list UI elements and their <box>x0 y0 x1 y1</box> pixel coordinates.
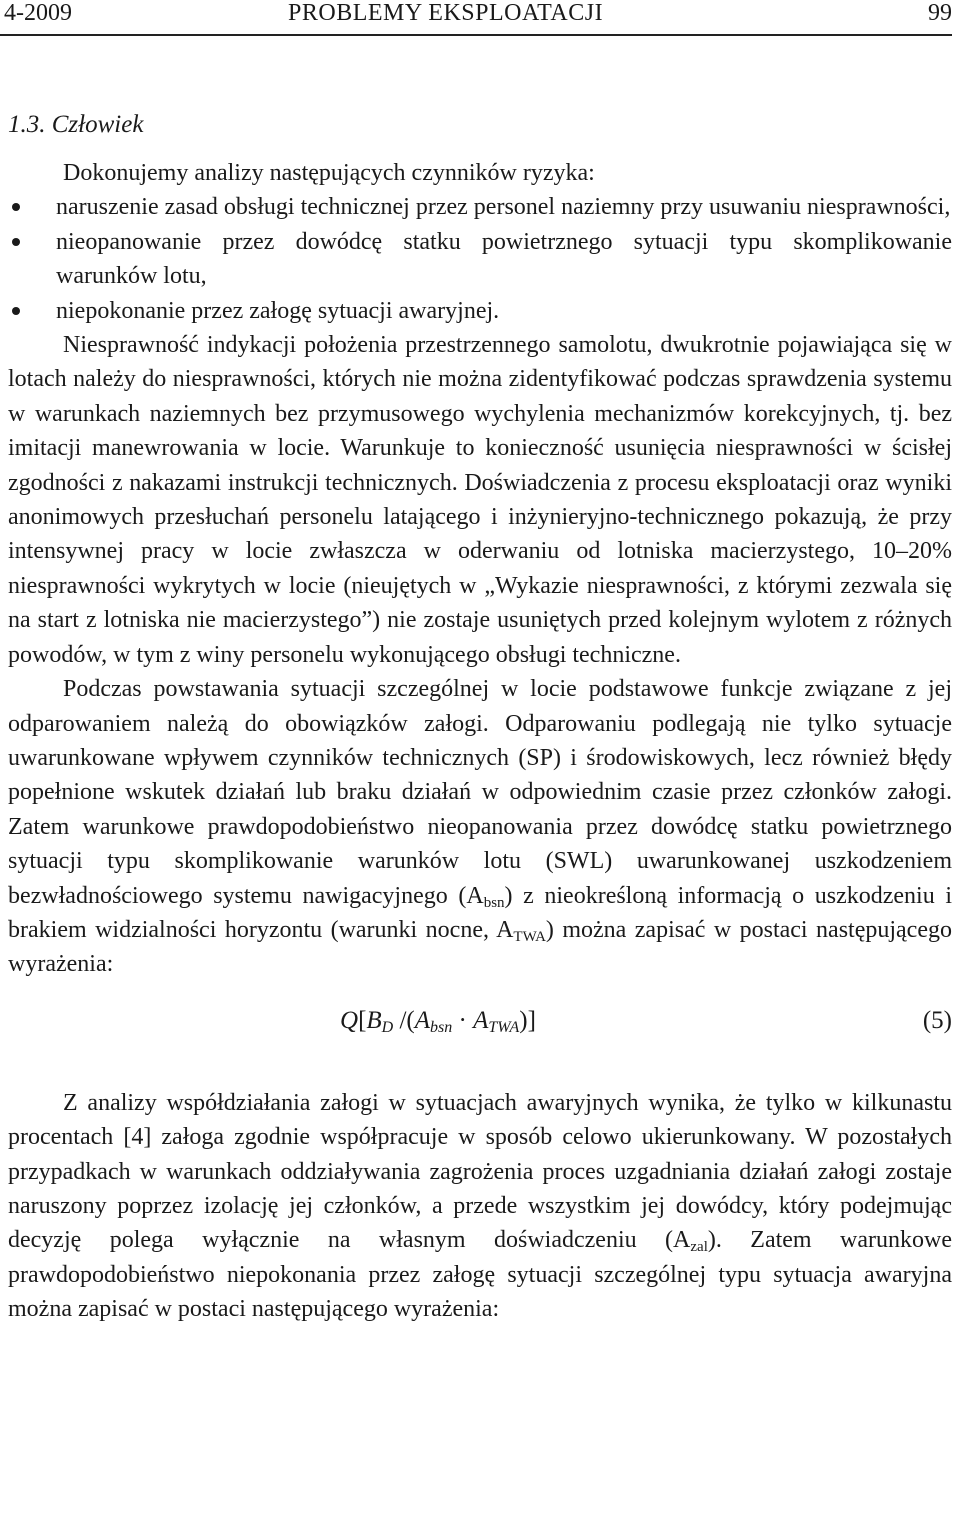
equation-5 <box>8 982 952 1086</box>
bullet-icon <box>12 307 20 315</box>
body-text <box>8 156 952 1327</box>
list-item-text: niepokonanie przez załogę sytuacji awaryjnej. <box>56 297 500 324</box>
bullet-icon <box>12 203 20 211</box>
list-item <box>8 294 952 328</box>
bullet-icon <box>12 238 20 246</box>
list-item <box>8 190 952 224</box>
header-rule <box>0 34 952 36</box>
paragraph-3-end: ). Zatem warunkowe prawdopodobieństwo niepokonania przez załogę sytuacji szczególnej typu sytuacja awaryjna można zapisać w postaci następującego wyrażenia: <box>8 1227 952 1323</box>
paragraph-1: Niesprawność indykacji położenia przestrzennego samolotu, dwukrotnie pojawiająca się w lotach należy do niesprawności, których nie można zidentyfikować podczas sprawdzenia systemu w warunkach naziemnych bez przymusowego wychylenia mechanizmów korekcyjnych, tj. bez imitacji manewrowania w locie. Warunkuje to konieczność usunięcia niesprawności w ścisłej zgodności z nakazami instrukcji technicznych. Doświadczenia z procesu eksploatacji oraz wyniki anonimowych przesłuchań personelu latającego i inżynieryjno-technicznego pokazują, że przy intensywnej pracy w locie zwłaszcza w oderwaniu od lotniska macierzystego, 10–20% niesprawności wykrytych w locie (nieujętych w „Wykazie niesprawności, z którymi zezwala się na start z lotniska nie macierzystego”) nie zostaje usuniętych przed kolejnym wylotem z różnych powodów, w tym z winy personelu wykonującego obsługi techniczne. <box>8 332 952 668</box>
section-heading: 1.3. Człowiek <box>8 111 144 138</box>
issue-number: 4-2009 <box>4 0 72 26</box>
risk-factor-list <box>8 190 952 328</box>
intro-paragraph: Dokonujemy analizy następujących czynników ryzyka: <box>63 160 595 186</box>
paragraph-2-mid: ) z nieokreśloną informacją o uszkodzeniu i brakiem widzialności horyzontu (warunki nocne, A <box>8 882 952 943</box>
journal-title: PROBLEMY EKSPLOATACJI <box>288 0 604 26</box>
subscript-zal: zal <box>690 1239 708 1256</box>
paragraph-2-text: Podczas powstawania sytuacji szczególnej w locie podstawowe funkcje związane z jej odparowaniem należą do obowiązków załogi. Odparowaniu podlegają nie tylko sytuacje uwarunkowane wpływem czynników technicznych (SP) i środowiskowych, lecz również błędy popełnione wskutek działań lub braku działań w odpowiednim czasie przez członków załogi. Zatem warunkowe prawdopodobieństwo nieopanowania przez dowódcę statku powietrznego sytuacji typu skomplikowanie warunków lotu (SWL) uwarunkowanej uszkodzeniem bezwładnościowego systemu nawigacyjnego (A <box>8 676 952 909</box>
subscript-twa: TWA <box>513 928 546 945</box>
paragraph-3-text: Z analizy współdziałania załogi w sytuacjach awaryjnych wynika, że tylko w kilkunastu procentach [4] załoga zgodnie współpracuje w sposób celowo ukierunkowany. W pozostałych przypadkach w warunkach oddziaływania zagrożenia proces uzgadniania działań załogi zostaje naruszony poprzez izolację jej członków, a przede wszystkim jej dowódcy, który podejmując decyzję polega wyłącznie na własnym doświadczeniu (A <box>8 1089 952 1254</box>
paragraph-2-end: ) można zapisać w postaci następującego wyrażenia: <box>8 916 952 978</box>
list-item <box>8 225 952 294</box>
list-item-text: naruszenie zasad obsługi technicznej przez personel naziemny przy usuwaniu niesprawności, <box>56 194 951 221</box>
page-number: 99 <box>928 0 952 26</box>
list-item-text: nieopanowanie przez dowódcę statku powietrznego sytuacji typu skomplikowanie warunków lotu, <box>56 228 952 290</box>
paragraph-2 <box>8 672 952 982</box>
subscript-bsn: bsn <box>483 894 505 911</box>
equation-number: (5) <box>922 1006 952 1034</box>
running-header <box>0 0 960 44</box>
paragraph-3 <box>8 1086 952 1327</box>
equation-expression: $Q[B_D$ $/(A_{bsn} \cdot A_{TWA})$] <box>340 1006 536 1036</box>
